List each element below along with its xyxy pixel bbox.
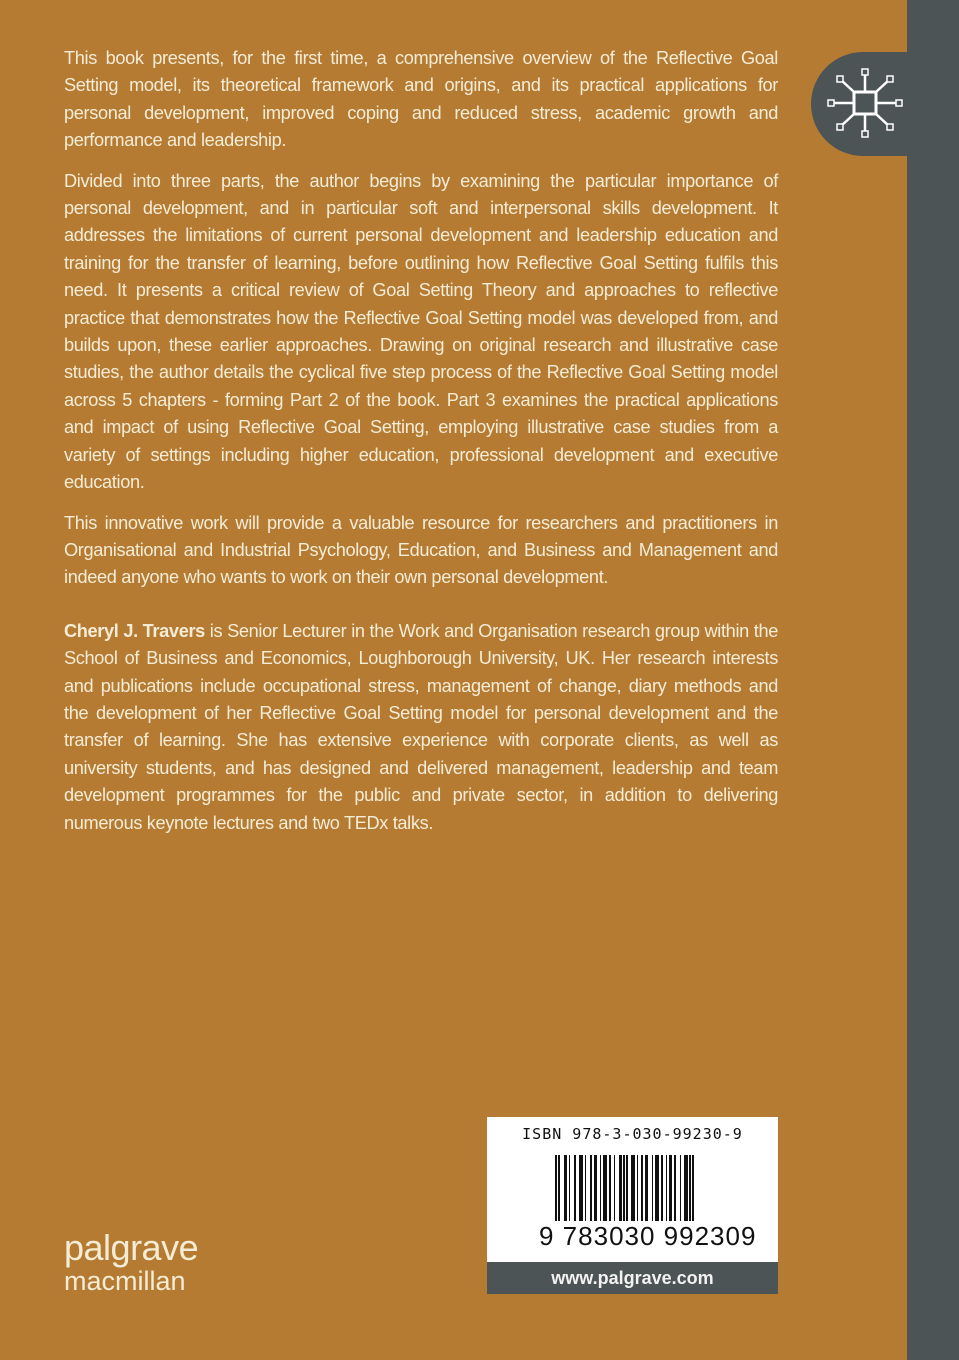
blurb: [64, 45, 778, 850]
blurb-paragraph-2: Divided into three parts, the author begins by examining the particular importance of personal development, and in particular soft and interpersonal skills development. It addresses the limitations of current personal development and leadership education and training for the transfer of learning, before outlining how Reflective Goal Setting fulfils this need. It presents a critical review of Goal Setting Theory and approaches to reflective practice that demonstrates how the Reflective Goal Setting model was developed from, and builds upon, these earlier approaches. Drawing on original research and illustrative case studies, the author details the cyclical five step process of the Reflective Goal Setting model across 5 chapters - forming Part 2 of the book. Part 3 examines the practical applications and impact of using Reflective Goal Setting, employing illustrative case studies from a variety of settings including higher education, professional development and executive education.: [64, 170, 778, 493]
isbn-label: ISBN 978-3-030-99230-9: [522, 1125, 743, 1143]
palgrave-network-icon: [825, 67, 905, 139]
publisher-url[interactable]: www.palgrave.com: [487, 1262, 778, 1294]
blurb-paragraph-1: This book presents, for the first time, a comprehensive overview of the Reflective Goal Setting model, its theoretical framework and origins, and its practical applications for personal development, improved coping and reduced stress, academic growth and performance and leadership.: [64, 48, 778, 151]
blurb-paragraph-3: This innovative work will provide a valuable resource for researchers and practitioners in Organisational and Industrial Psychology, Education, and Business and Management and indeed anyone who wants to work on their own personal development.: [64, 512, 778, 588]
spine-band: [907, 0, 959, 1360]
logo-palgrave: palgrave: [64, 1227, 199, 1268]
logo-macmillan: macmillan: [64, 1266, 186, 1296]
publisher-logo: [64, 1227, 199, 1296]
ean-digits: 9 783030 992309: [539, 1221, 757, 1251]
author-name: Cheryl J. Travers: [64, 620, 205, 641]
publisher-emblem-tab: [811, 52, 959, 156]
author-bio-text: is Senior Lecturer in the Work and Organisation research group within the School of Business and Economics, Loughborough University, UK. Her research interests and publications include occupational stress, management of change, diary methods and the development of her Reflective Goal Setting model for personal development and the transfer of learning. She has extensive experience with corporate clients, as well as university students, and has designed and delivered management, leadership and team development programmes for the public and private sector, in addition to delivering numerous keynote lectures and two TEDx talks.: [64, 620, 778, 833]
author-bio: [64, 618, 778, 837]
barcode-box: [487, 1117, 778, 1262]
